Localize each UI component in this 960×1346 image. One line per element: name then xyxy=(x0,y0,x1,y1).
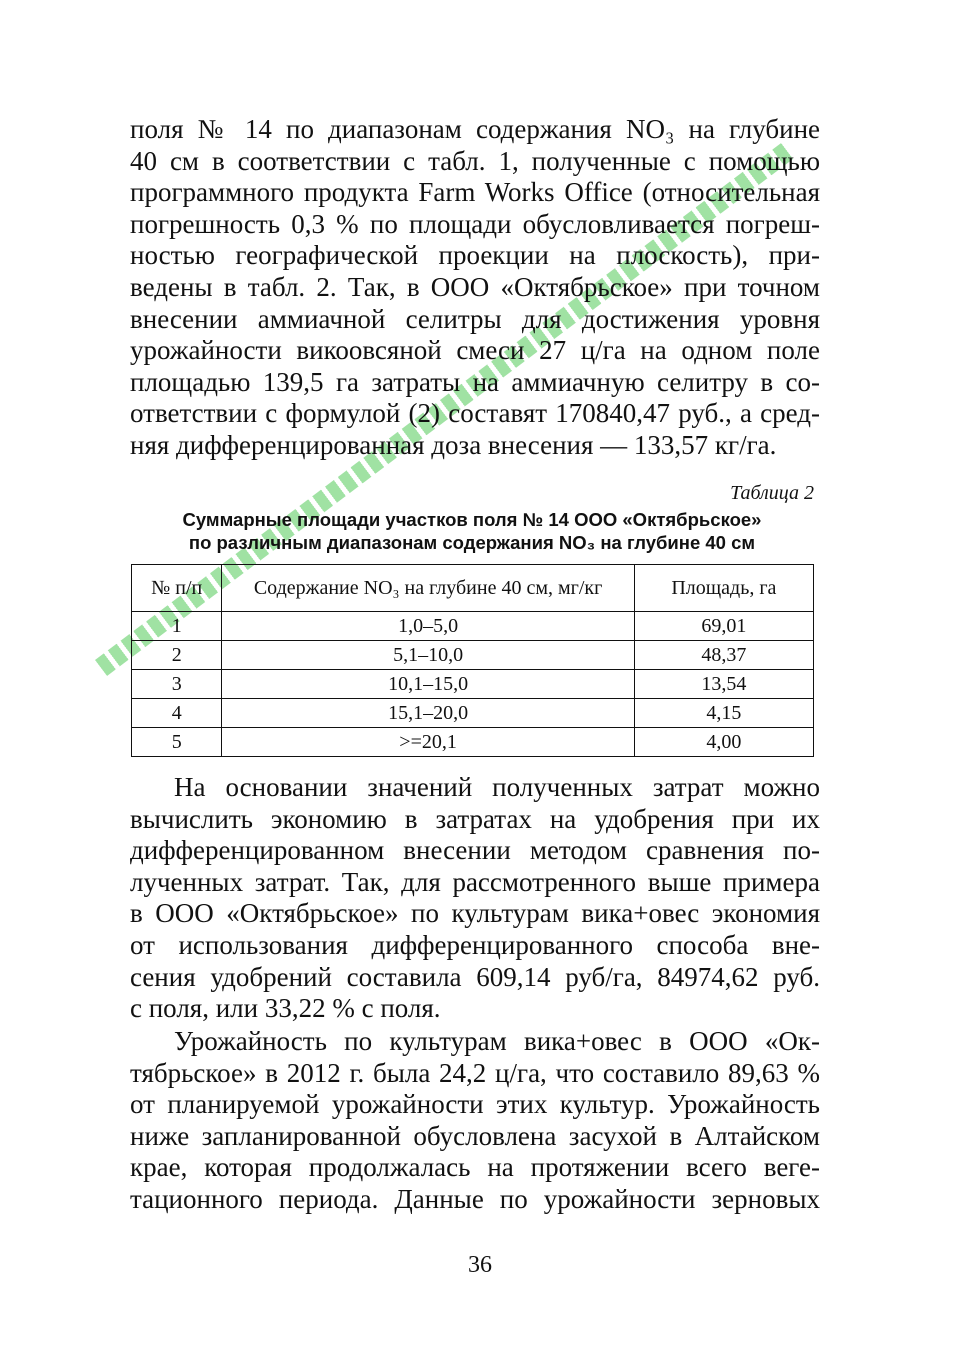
header-cell-number: № п/п xyxy=(132,565,222,612)
text-line: 40 см в соответствии с табл. 1, полученные с помощью xyxy=(130,145,820,176)
table-cell: 15,1–20,0 xyxy=(222,699,634,728)
text-line: дифференцированном внесении методом сравнения по- xyxy=(130,835,820,866)
table-cell: 3 xyxy=(132,670,222,699)
table-cell: 48,37 xyxy=(634,641,813,670)
text-line: крае, которая продолжалась на протяжении всего веге- xyxy=(130,1152,820,1183)
text-line: от использования дифференцированного способа вне- xyxy=(130,929,820,960)
table-cell: 5,1–10,0 xyxy=(222,641,634,670)
table-cell: 4,15 xyxy=(634,699,813,728)
table-cell: 4,00 xyxy=(634,728,813,757)
table-row xyxy=(132,670,814,699)
table-title-line: Суммарные площади участков поля № 14 ООО «Октябрьское» xyxy=(182,509,762,530)
page-number: 36 xyxy=(468,1252,492,1278)
table-cell: 5 xyxy=(132,728,222,757)
table-cell: 10,1–15,0 xyxy=(222,670,634,699)
text-line: тационного периода. Данные по урожайности зерновых xyxy=(130,1183,820,1214)
header-cell-content: Содержание NO₃ на глубине 40 см, мг/кг xyxy=(222,565,634,612)
text-line: вычислить экономию в затратах на удобрения при их xyxy=(130,803,820,834)
text-line: в ООО «Октябрьское» по культурам вика+овес экономия xyxy=(130,898,820,929)
text-line: ответствии с формулой (2) составят 170840,47 руб., а сред- xyxy=(130,398,820,429)
table-row xyxy=(132,612,814,641)
table-title xyxy=(130,508,814,554)
text-line: Урожайность по культурам вика+овес в ООО «Ок- xyxy=(174,1026,820,1056)
header-cell-area: Площадь, га xyxy=(634,565,813,612)
table-label: Таблица 2 xyxy=(730,482,814,504)
text-line: от планируемой урожайности этих культур. Урожайность xyxy=(130,1089,820,1120)
text-line: сения удобрений составила 609,14 руб/га, 84974,62 руб. xyxy=(130,961,820,992)
text-line: площадью 139,5 га затраты на аммиачную селитру в со- xyxy=(130,366,820,397)
table-cell: 13,54 xyxy=(634,670,813,699)
paragraph-1 xyxy=(130,114,820,462)
data-table xyxy=(131,564,814,757)
table-title-line: по различным диапазонам содержания NO₃ на глубине 40 см xyxy=(188,532,756,553)
text-line: внесении аммиачной селитры для достижения уровня xyxy=(130,303,820,334)
table-cell: 1,0–5,0 xyxy=(222,612,634,641)
text-line: тябрьское» в 2012 г. была 24,2 ц/га, что составило 89,63 % xyxy=(130,1057,820,1088)
text-line: ностью географической проекции на плоскость), при- xyxy=(130,240,820,271)
paragraph-2 xyxy=(130,772,820,1025)
text-line: На основании значений полученных затрат можно xyxy=(174,772,820,802)
paragraph-3 xyxy=(130,1026,820,1216)
text-line: погрешность 0,3 % по площади обусловливается погреш- xyxy=(130,208,820,239)
text-line: лученных затрат. Так, для рассмотренного выше примера xyxy=(130,866,820,897)
text-line: ведены в табл. 2. Так, в ООО «Октябрьское» при точном xyxy=(130,271,820,302)
table-row xyxy=(132,728,814,757)
text-line: ниже запланированной обусловлена засухой в Алтайском xyxy=(130,1120,820,1151)
text-line: урожайности викоовсяной смеси 27 ц/га на одном поле xyxy=(130,335,820,366)
text-line: поля № 14 по диапазонам содержания NO₃ на глубине xyxy=(130,114,820,144)
table-row xyxy=(132,699,814,728)
table-row xyxy=(132,641,814,670)
text-line: с поля, или 33,22 % с поля. xyxy=(130,993,441,1024)
table-header-row xyxy=(132,565,814,612)
table-cell: >=20,1 xyxy=(222,728,634,757)
table-cell: 4 xyxy=(132,699,222,728)
table-cell: 1 xyxy=(132,612,222,641)
table-cell: 69,01 xyxy=(634,612,813,641)
text-line: программного продукта Farm Works Office (относительная xyxy=(130,177,820,208)
text-line: няя дифференцированная доза внесения — 133,57 кг/га. xyxy=(130,429,777,460)
table-cell: 2 xyxy=(132,641,222,670)
